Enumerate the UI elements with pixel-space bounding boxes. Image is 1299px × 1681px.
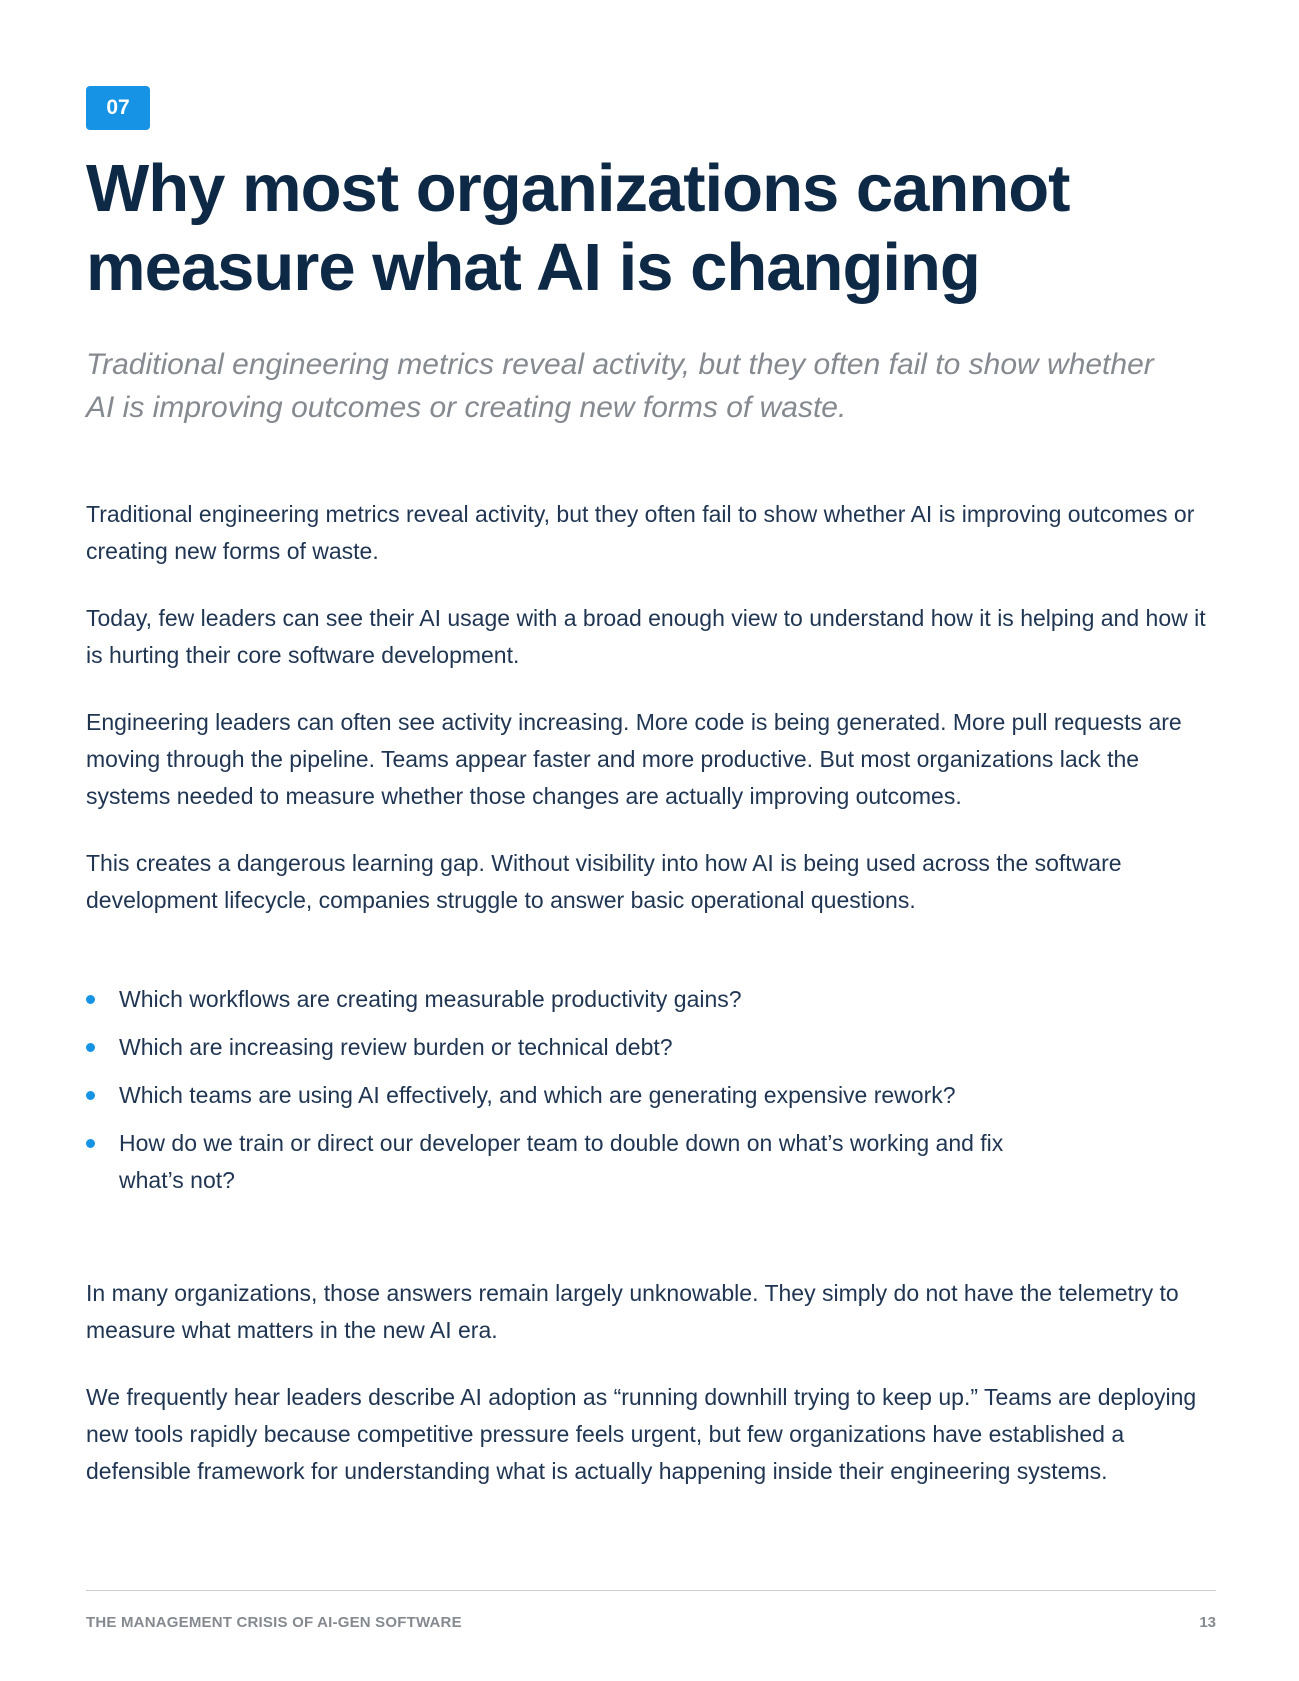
page-title	[86, 149, 1216, 307]
body-paragraph-2: Today, few leaders can see their AI usage with a broad enough view to understand how it is helping and how it is hurting their core software development.	[86, 605, 1206, 668]
list-item-text: How do we train or direct our developer team to double down on what’s working and fix what’s not?	[119, 1130, 1004, 1193]
list-item	[86, 981, 1216, 1018]
list-item-text: Which workflows are creating measurable productivity gains?	[119, 986, 742, 1012]
page-title-line-2: measure what AI is changing	[86, 230, 980, 305]
body-paragraph-4: This creates a dangerous learning gap. Without visibility into how AI is being used across the software development lifecycle, companies struggle to answer basic operational questions.	[86, 850, 1122, 913]
footer-divider	[86, 1590, 1216, 1591]
list-item	[86, 1029, 1216, 1066]
footer-page-number: 13	[1199, 1614, 1216, 1631]
question-list	[86, 981, 1216, 1199]
chapter-number-badge: 07	[86, 86, 150, 130]
list-item-text: Which teams are using AI effectively, and which are generating expensive rework?	[119, 1082, 956, 1108]
list-item	[86, 1077, 1216, 1114]
body-paragraph-6: We frequently hear leaders describe AI adoption as “running downhill trying to keep up.” Teams are deploying new tools rapidly because competitive pressure feels urgent, but few organizations have established a defensible framework for understanding what is actually happening inside their engineering systems.	[86, 1384, 1197, 1484]
list-item	[86, 1125, 1216, 1199]
page-subtitle: Traditional engineering metrics reveal activity, but they often fail to show whether AI is improving outcomes or creating new forms of waste.	[86, 348, 1154, 424]
bullet-icon	[86, 995, 95, 1004]
list-item-text: Which are increasing review burden or technical debt?	[119, 1034, 673, 1060]
footer-document-title: THE MANAGEMENT CRISIS OF AI-GEN SOFTWARE	[86, 1614, 462, 1631]
body-paragraph-1: Traditional engineering metrics reveal activity, but they often fail to show whether AI is improving outcomes or creating new forms of waste.	[86, 501, 1195, 564]
page-title-line-1: Why most organizations cannot	[86, 151, 1070, 226]
bullet-icon	[86, 1043, 95, 1052]
page-content	[86, 86, 1216, 1490]
body-paragraph-3: Engineering leaders can often see activity increasing. More code is being generated. More pull requests are moving through the pipeline. Teams appear faster and more productive. But most organizations lack the systems needed to measure whether those changes are actually improving outcomes.	[86, 709, 1182, 809]
body-paragraph-5: In many organizations, those answers remain largely unknowable. They simply do not have the telemetry to measure what matters in the new AI era.	[86, 1280, 1179, 1343]
bullet-icon	[86, 1139, 95, 1148]
bullet-icon	[86, 1091, 95, 1100]
